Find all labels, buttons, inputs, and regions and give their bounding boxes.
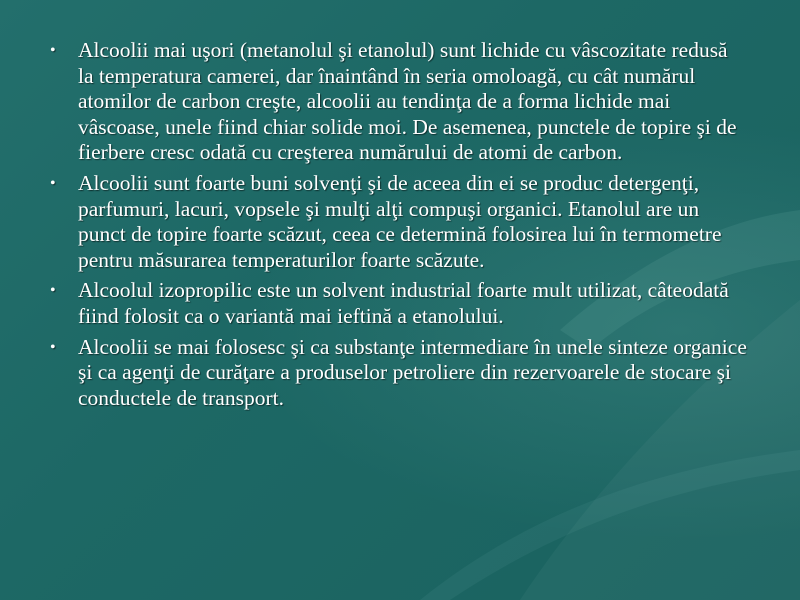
bullet-dot-icon: • bbox=[50, 282, 56, 300]
bullet-dot-icon: • bbox=[50, 338, 56, 356]
bullet-text: Alcoolul izopropilic este un solvent industrial foarte mult utilizat, câteodată fiind folosit ca o variantă mai ieftină a etanolului. bbox=[78, 278, 729, 328]
bullet-item bbox=[48, 335, 748, 412]
bullet-item bbox=[48, 278, 748, 329]
bullet-text: Alcoolii mai uşori (metanolul şi etanolul) sunt lichide cu vâscozitate redusă la temperatura camerei, dar înaintând în seria omoloagă, cu cât numărul atomilor de carbon creşte, alcoolii au tendinţa de a forma lichide mai vâscoase, unele fiind chiar solide moi. De asemenea, punctele de topire şi de fierbere cresc odată cu creşterea numărului de atomi de carbon. bbox=[78, 38, 737, 165]
bullet-dot-icon: • bbox=[50, 42, 56, 59]
bullet-item bbox=[48, 38, 748, 166]
bullet-list bbox=[48, 38, 748, 416]
bullet-dot-icon: • bbox=[50, 174, 56, 192]
bullet-item bbox=[48, 171, 748, 273]
bullet-text: Alcoolii se mai folosesc şi ca substanţe intermediare în unele sinteze organice şi ca agenţi de curăţare a produselor petroliere din rezervoarele de stocare şi conductele de transport. bbox=[78, 334, 747, 410]
bullet-text: Alcoolii sunt foarte buni solvenţi şi de aceea din ei se produc detergenţi, parfumuri, lacuri, vopsele şi mulţi alţi compuşi organici. Etanolul are un punct de topire foarte scăzut, ceea ce determină folosirea lui în termometre pentru măsurarea temperaturilor foarte scăzute. bbox=[78, 170, 722, 272]
